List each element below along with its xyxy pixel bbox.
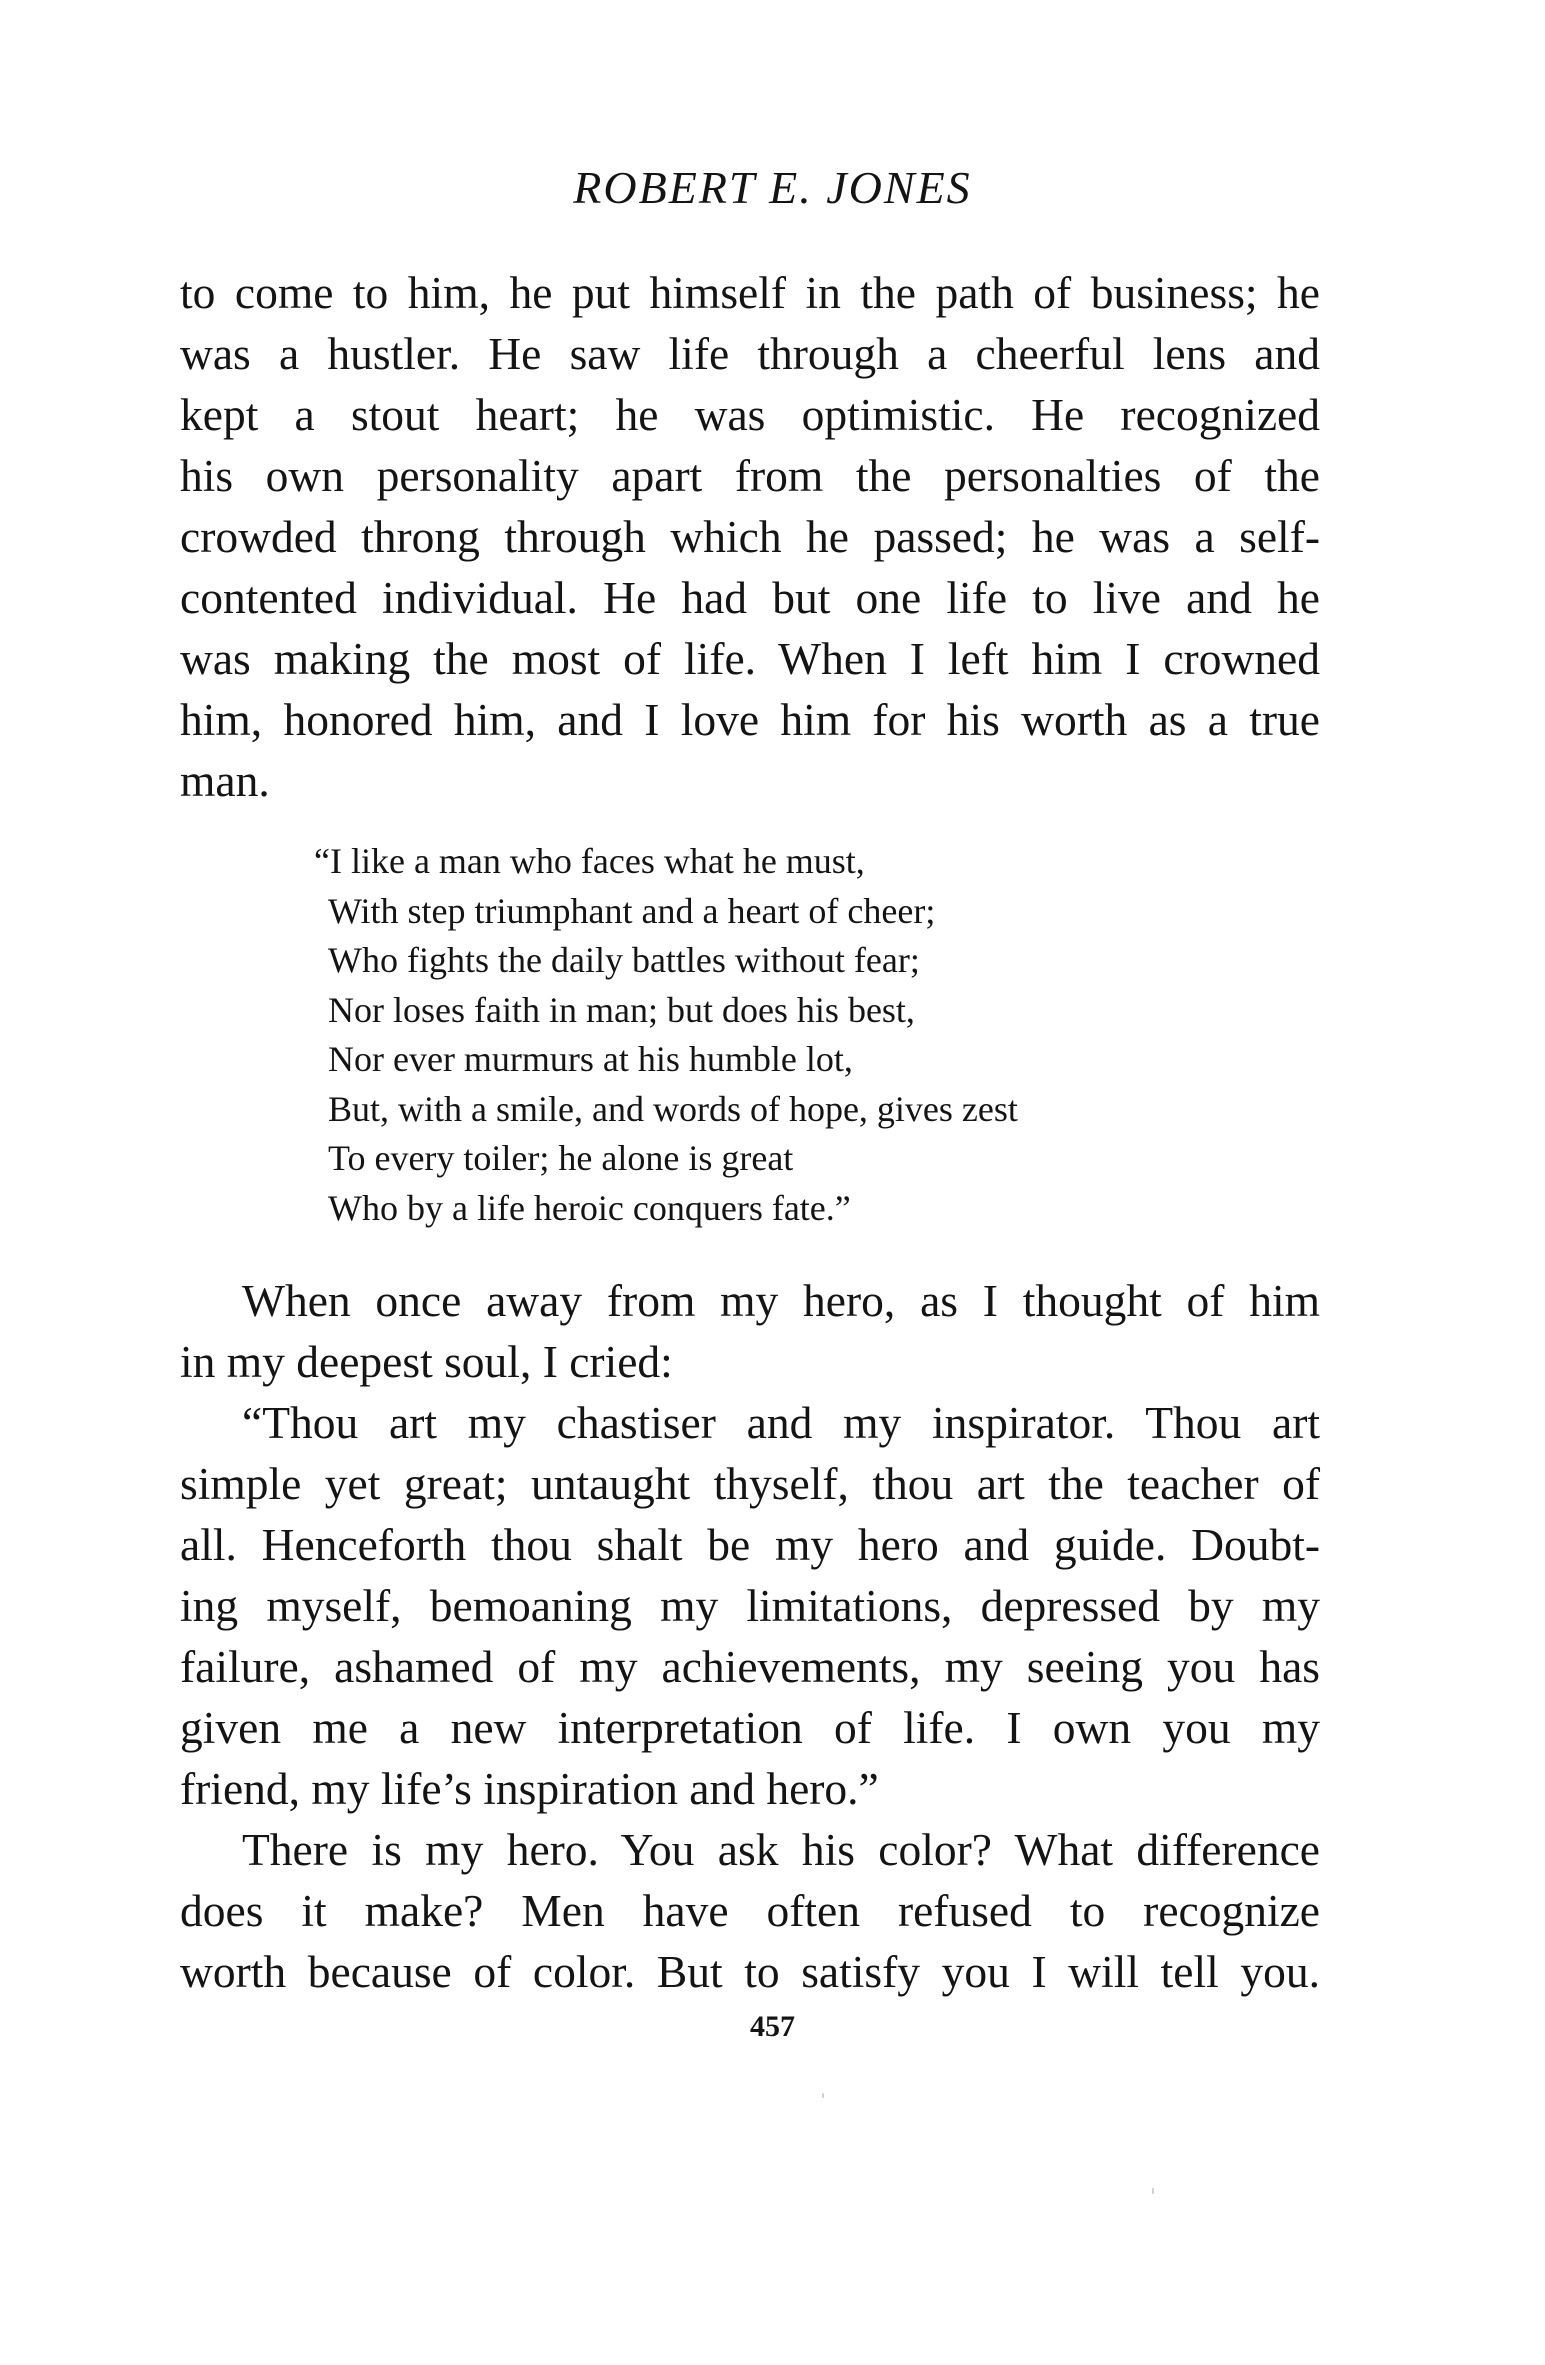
text-line: his own personality apart from the personalties of the	[180, 450, 1320, 501]
paragraph-4	[180, 1819, 1320, 2002]
text-line: to come to him, he put himself in the path of business; he	[180, 267, 1320, 318]
poem-quotation	[314, 837, 1228, 1233]
poem-line: Nor loses faith in man; but does his best,	[328, 989, 915, 1030]
poem-line: But, with a smile, and words of hope, gives zest	[328, 1088, 1018, 1129]
text-line: contented individual. He had but one life to live and he	[180, 572, 1320, 623]
paragraph-3	[180, 1392, 1320, 1819]
poem-line: Nor ever murmurs at his humble lot,	[328, 1039, 853, 1079]
text-line: given me a new interpretation of life. I own you my	[180, 1702, 1320, 1753]
text-line: crowded throng through which he passed; he was a self-	[180, 511, 1320, 562]
text-line: was making the most of life. When I left him I crowned	[180, 633, 1320, 684]
paragraph-1	[180, 262, 1320, 811]
text-line: does it make? Men have often refused to recognize	[180, 1885, 1320, 1936]
text-line: him, honored him, and I love him for his worth as a true	[180, 694, 1320, 745]
text-line: kept a stout heart; he was optimistic. He recognized	[180, 389, 1320, 440]
text-line: simple yet great; untaught thyself, thou art the teacher of	[180, 1458, 1320, 1509]
running-head: ROBERT E. JONES	[573, 162, 972, 213]
text-line: friend, my life’s inspiration and hero.”	[180, 1763, 879, 1814]
text-line: was a hustler. He saw life through a cheerful lens and	[180, 328, 1320, 379]
text-line: man.	[180, 755, 270, 806]
text-line: When once away from my hero, as I thought of him	[242, 1275, 1320, 1326]
text-line: in my deepest soul, I cried:	[180, 1336, 673, 1387]
text-line: failure, ashamed of my achievements, my seeing you has	[180, 1641, 1320, 1692]
text-line: There is my hero. You ask his color? What difference	[242, 1824, 1320, 1875]
poem-line: With step triumphant and a heart of cheer;	[328, 890, 936, 931]
text-line: worth because of color. But to satisfy you I will tell you.	[180, 1946, 1320, 1997]
poem-line: Who by a life heroic conquers fate.”	[328, 1187, 851, 1228]
page-number: 457	[750, 2010, 795, 2043]
scan-speck	[822, 2093, 824, 2098]
poem-line: To every toiler; he alone is great	[328, 1138, 794, 1178]
poem-line: Who fights the daily battles without fear;	[328, 940, 920, 980]
text-line: all. Henceforth thou shalt be my hero and guide. Doubt-	[180, 1519, 1320, 1570]
scan-speck	[1152, 2188, 1154, 2194]
paragraph-2	[180, 1270, 1320, 1392]
poem-line: “I like a man who faces what he must,	[314, 841, 865, 881]
text-line: “Thou art my chastiser and my inspirator. Thou art	[242, 1397, 1320, 1448]
text-line: ing myself, bemoaning my limitations, depressed by my	[180, 1580, 1320, 1631]
